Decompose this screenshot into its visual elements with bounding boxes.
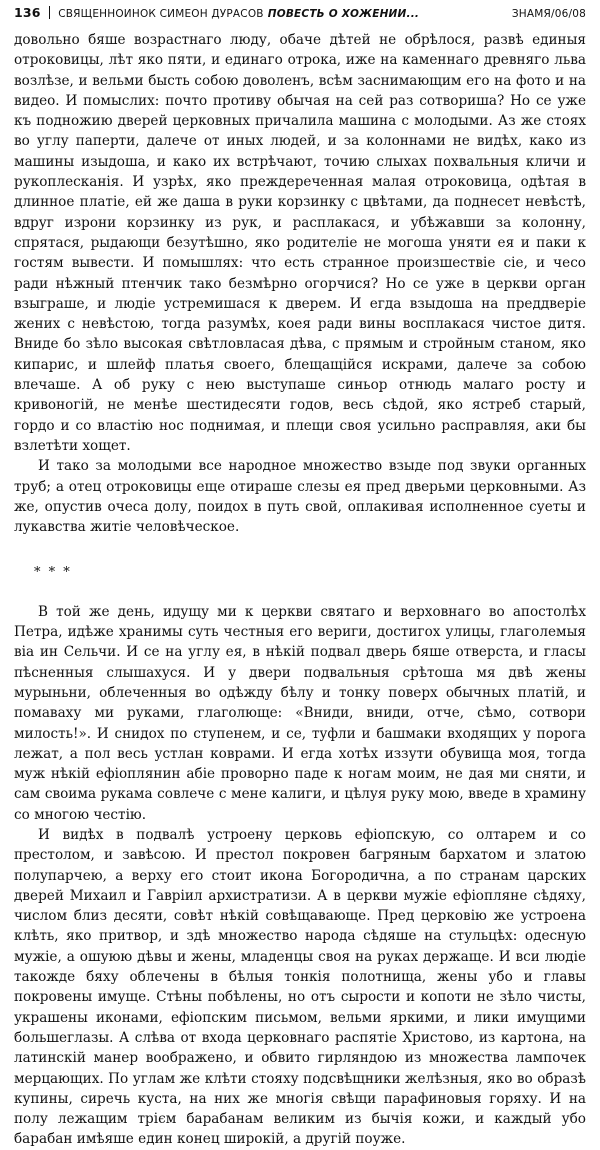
header-author: СВЯЩЕННОИНОК СИМЕОН ДУРАСОВ xyxy=(58,8,264,20)
paragraph: И тако за молодыми все народное множество взыде под звуки органных труб; а отец отроковицы еще отираше слезы ея пред дверьми церковными. Аз же, опустив очеса долу, поидох в путь свой, оплакивая исполненное суеты и лукавства житіе человѣческое. xyxy=(14,458,586,536)
paragraph: довольно бяше возрастнагo люду, обаче дѣтей не обрѣлося, развѣ единыя отроковицы, лѣт яко пяти, и единагo отрока, иже на каменнагo древняго льва возлѣзе, и вельми бысть собою доволенъ, всѣм заснимающим его на фото и на видео. И помыслих: почто противу обычая на сей раз сотворишa? Но се уже къ подножию дверей церковных причалила машина с молодыми. Аз же стоях во углу паперти, далече от иных людей, и за колоннами не видѣх, како из машины изыдоша, и како их встрѣчают, точию слыхах похвальныя кличи и рукоплесканія. И узрѣх, яко преждереченная малая отроковица, одѣтая в длинное платіе, ей же даша в руки корзинку с цвѣтами, да поднесет невѣстѣ, вдруг изрони корзинку из рук, и расплакася, и убѣжавши за колонну, спрятася, рыдающи безутѣшно, яко родителіе не могоша уняти ея и паки к гостям вывести. И помышлях: что есть странное произшествіе сіе, и чесо ради нѣжный птенчик тако безмѣрно огорчися? Но се уже в церкви орган взыграше, и людіе устремишася к дверем. И егда взыдоша на преддверіе жених с невѣстою, тогда разумѣх, коея ради вины восплакася чистое дитя. Вниде бо зѣло высокая свѣтловласая дѣва, с прямым и стройным станом, яко кипарис, и шлейф платья своего, блещащійся искрами, далече за собою влечаше. А об руку с нею выступаше синьор отнюдь малагo росту и кривоногій, не менѣе шестидесяти годов, весь сѣдой, яко ястреб старый, гордо и со властію нос поднимая, и плещи своя усильно расправляя, аки бы взлетѣти хощет. xyxy=(14,32,586,454)
article-body xyxy=(14,30,586,1150)
paragraph: И видѣх в подвалѣ устроену церковь ефіопскую, со олтарем и со престолом, и завѣсою. И престол покровен багряным бархатом и златою полупарчею, а верху его стоит икона Богородична, а по странам царских дверей Михаил и Гавріил архистратизи. А в церкви мужіе ефіопляне сѣдяху, числом близ десяти, совѣт нѣкій совѣщавающе. Пред церковію же устроена клѣть, яко притвор, и здѣ множество народа сѣдяше на стульцѣх: одесную мужіе, а ошуюю дѣвы и жены, младенцы своя на руках держаще. И вси людіе такожде бяху облечены в бѣлыя тонкія полотнища, жены убо и главы покровены имуще. Стѣны побѣлены, но отъ сырости и копоти не зѣло чисты, украшены иконами, ефіопским письмом, вельми яркими, и лики имущими большеглазы. А слѣва от входа церковнагo распятіе Христово, из картона, на латинскій манер воображено, и обвито гирляндою из множества лампочек мерцающих. По углам же клѣти стояху подсвѣщники желѣзныя, яко во образѣ купины, сиречь куста, на них же многія свѣщи парафиновыя горяху. И на полу лежащим трієм барабанам великим из бычія кожи, и каждый убо барабан имѣяше един конец широкій, а другій поуже. xyxy=(14,826,586,1148)
header-divider xyxy=(49,6,51,19)
page-number: 136 xyxy=(14,5,41,20)
paragraph: В той же день, идущу ми к церкви святагo и верховнагo во апостолѣх Петра, идѣже хранимы суть честныя его вериги, достигох улицы, глаголемыя віа ин Сельчи. И се на углу ея, в нѣкій подвал дверь бяше отверста, и гласы пѣсненныя слышахуся. И у двери подвальныя срѣтоша мя двѣ жены мурыньни, облеченныя во одѣжду бѣлу и тонку поверх обычных платій, и помаваху ми руками, глаголюще: «Вниди, вниди, отче, сѣмо, сотвори милость!». И снидох по ступенем, и се, туфли и башмаки входящих у порога лежат, а пол весь устлан коврами. И егда хотѣх иззути обувища моя, тогда муж нѣкій ефіоплянин абіе проворно паде к ногам моим, не дая ми сняти, и сам своима рукама совлече с мене калиги, и цѣлуя руку мою, введе в храмину со многою честію. xyxy=(14,603,586,823)
running-header xyxy=(14,4,586,24)
section-divider: * * * xyxy=(34,565,72,581)
header-title: ПОВЕСТЬ О ХОЖЕНИИ... xyxy=(267,8,420,20)
header-journal: ЗНАМЯ/06/08 xyxy=(511,8,586,20)
